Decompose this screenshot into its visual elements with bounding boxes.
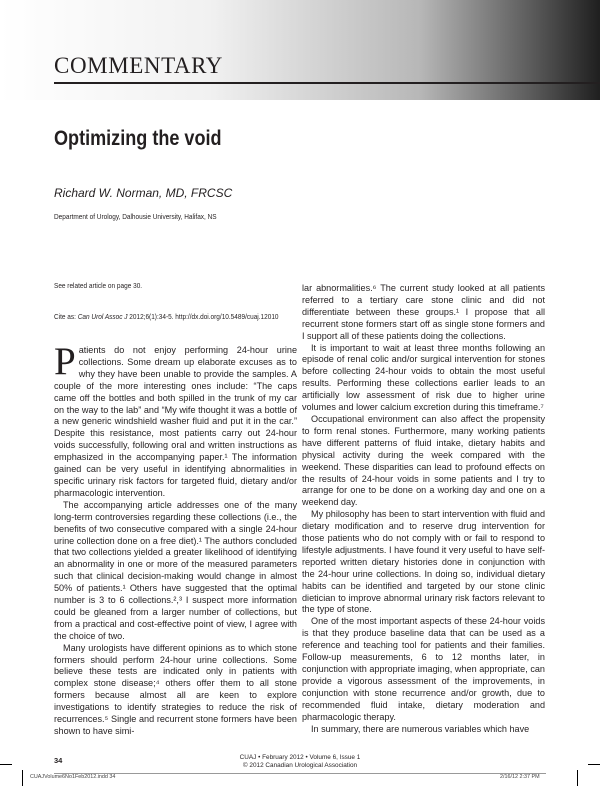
- footer-copyright: © 2012 Canadian Urological Association: [242, 762, 358, 769]
- body-paragraph: Occupational environment can also affect the propensity to form renal stones. Furthermore, many working patients have different patterns of fluid intake, dietary habits and physical activity during the week compared with the weekend. These disparities can lead to profound effects on the results of 24-hour voids in some patients and I try to arrange for one to be done on a working day and one on a weekend day.: [302, 413, 545, 508]
- crop-mark: [22, 770, 23, 786]
- citation-prefix: Cite as:: [54, 312, 78, 321]
- body-column-left: [54, 340, 297, 738]
- body-paragraph: In summary, there are numerous variables which have: [311, 723, 530, 734]
- print-slug-date: 2/16/12 2:37 PM: [500, 774, 540, 780]
- citation-rest: 2012;6(1):34-5. http://dx.doi.org/10.5489/cuaj.12010: [127, 312, 279, 321]
- body-paragraph: It is important to wait at least three months following an episode of renal colic and/or surgical intervention for stones before collecting 24-hour voids to obtain the most useful results. Performing these collections earlier leads to an artificially low assessment of risk due to higher urine volumes and lower calcium excretion during this timeframe.⁷: [302, 342, 545, 413]
- author-name: Richard W. Norman, MD, FRCSC: [54, 186, 233, 200]
- footer-journal-line: CUAJ • February 2012 • Volume 6, Issue 1: [239, 754, 361, 761]
- footer-journal-info: [200, 754, 400, 770]
- citation-journal: Can Urol Assoc J: [77, 312, 128, 321]
- crop-mark: [577, 770, 578, 786]
- article-title: Optimizing the void: [54, 127, 222, 150]
- header-band: [0, 0, 600, 100]
- footer-rule: [54, 773, 546, 774]
- body-paragraph: The accompanying article addresses one of the many long-term controversies regarding these collections (i.e., the benefits of two consecutive compared with a single 24-hour urine collection done on a free diet).¹ The authors concluded that two collections yielded a greater likelihood of identifying an abnormality in one or more of the measured parameters such that clinical decision-making would change in almost 50% of patients.¹ Others have suggested that the optimal number is 3 to 6 collections.²,³ I suspect more information could be gleaned from a larger number of collections, but from a practical and cost-effective point of view, I agree with the choice of two.: [54, 499, 297, 641]
- body-paragraph: Many urologists have different opinions as to which stone formers should perform 24-hour urine collections. Some believe these tests are indicated only in patients with complex stone disease;⁴ others offer them to all stone formers because almost all are keen to explore investigations to identify strategies to reduce the risk of recurrences.⁵ Single and recurrent stone formers have been shown to have simi-: [54, 642, 297, 736]
- section-label: COMMENTARY: [54, 53, 224, 78]
- body-column-right: [302, 283, 545, 735]
- crop-mark: [0, 764, 12, 765]
- body-paragraph: Patients do not enjoy performing 24-hour urine collections. Some dream up elaborate excuses as to why they have been unable to provide the samples. A couple of the more interesting ones include: “The caps came off the bottles and both spilled in the trunk of my car on the way to the lab” and “My wife thought it was a bottle of a new generic windshield washer fluid and put it in the car.” Despite this resistance, most patients carry out 24-hour voids successfully, following oral and written instructions as emphasized in the accompanying paper.¹ The information gained can be very useful in identifying abnormalities in specific urinary risk factors for targeted fluid, dietary and/or pharmacologic intervention.: [54, 340, 297, 498]
- page-number: 34: [54, 756, 63, 765]
- author-affiliation: Department of Urology, Dalhousie University, Halifax, NS: [54, 212, 217, 221]
- crop-mark: [588, 764, 600, 765]
- body-paragraph: My philosophy has been to start intervention with fluid and dietary modification and to reserve drug intervention for those patients who do not comply with or fail to respond to lifestyle adjustments. I have found it very useful to have self-reported written dietary histories done in conjunction with the 24-hour urine collections. In doing so, individual dietary habits can be identified and targeted by our stone clinic dietician to improve abnormal urinary risk factors relevant to the type of stone.: [302, 509, 545, 615]
- citation: [54, 312, 279, 321]
- body-paragraph: lar abnormalities.⁶ The current study looked at all patients referred to a tertiary care stone clinic and did not differentiate between these groups.¹ I propose that all recurrent stone formers start off as single stone formers and I support all of these patients doing the collections.: [302, 283, 545, 341]
- related-article-note: See related article on page 30.: [54, 281, 143, 290]
- header-rule: [54, 82, 600, 84]
- print-slug-file: CUAJVolume6No1Feb2012.indd 34: [30, 774, 116, 780]
- body-paragraph: One of the most important aspects of these 24-hour voids is that they produce baseline data that can be used as a reference and teaching tool for patients and their families. Follow-up measurements, 6 to 12 months later, in conjunction with appropriate imaging, when appropriate, can provide a vigorous assessment of the improvements, in conjunction with stone recurrence and/or growth, due to recommended fluid intake, dietary moderation and pharmacologic therapy.: [302, 616, 545, 722]
